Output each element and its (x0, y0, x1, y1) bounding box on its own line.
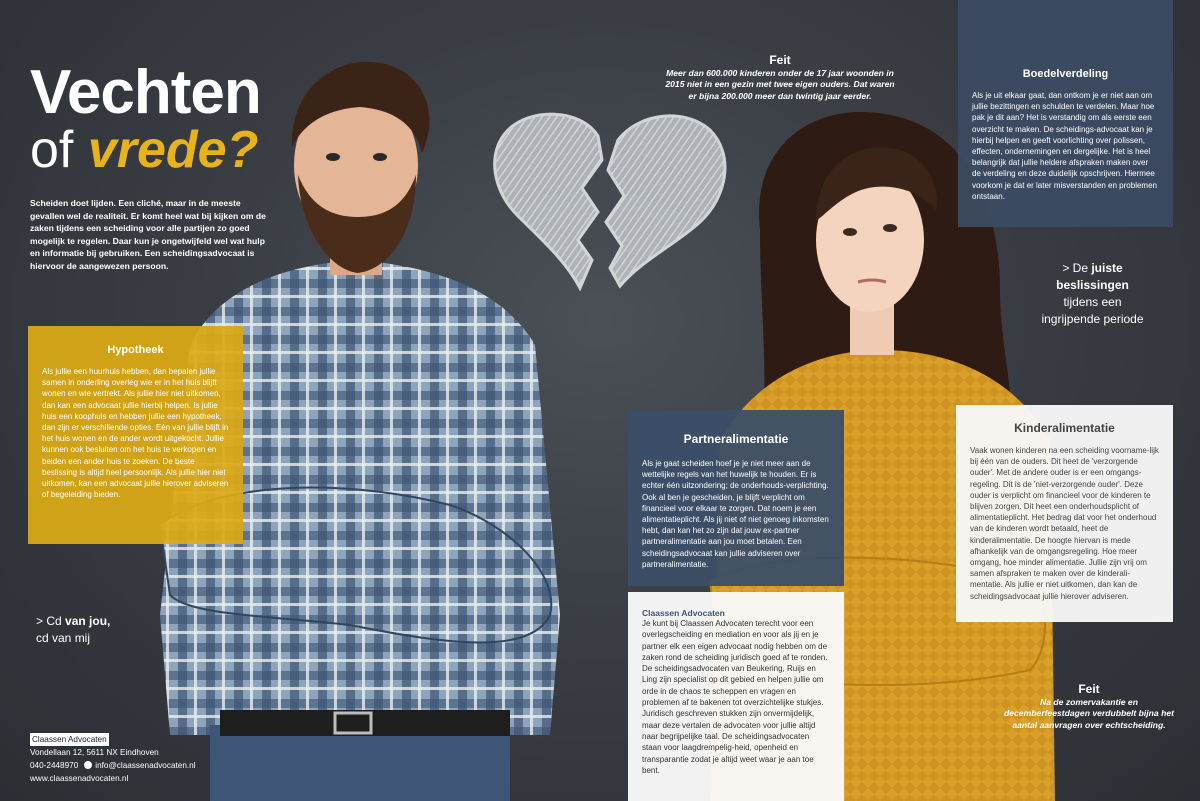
boedelverdeling-box (958, 0, 1173, 227)
boedelverdeling-text: Als je uit elkaar gaat, dan ontkom je er niet aan om jullie bezittingen en schulden te verdelen. Maar hoe pak je dit aan? Het is verstandig om als eerste een overzicht te maken. De scheidings-advocaat kan je hierbij helpen en geeft voorlichting over polissen, effecten, ondernemingen en dergelijke. Het is heel belangrijk dat jullie heldere afspraken maken over de verdeling en deze duidelijk opschrijven. Hiermee voorkom je dat er later misverstanden en problemen ontstaan. (972, 91, 1157, 201)
intro-paragraph: Scheiden doet lijden. Een cliché, maar in de meeste gevallen wel de realiteit. Er komt heel wat bij kijken om de zaken tijdens een scheiding voor alle partijen zo goed mogelijk te regelen. Daar kun je ongetwijfeld wel wat hulp en informatie bij gebruiken. Een scheidingsadvocaat is hiervoor de aangewezen persoon. (30, 198, 266, 271)
kinderalimentatie-text: Vaak wonen kinderen na een scheiding voorname-lijk bij één van de ouders. Dit heet de 'verzorgende ouder'. Met de andere ouder is er een omgangs-regeling. Dit is de 'niet-verzorgende ouder'. Deze ouder is verplicht om financieel voor de kinderen te blijven zorgen. Dit heet een onderhoudsplicht of alimentatieplicht. Het bedrag dat voor het onderhoud van de kinderen wordt betaald, heet de kinderalimentatie. De hoogte hiervan is mede afhankelijk van de omgangsregeling. Hoe meer omgang, hoe minder alimentatie. Jullie zijn vrij om samen afspraken te maken over de kinderali-mentatie. Als jullie er niet uitkomen, dan kan de scheidingsadvocaat jullie hierover adviseren. (970, 446, 1159, 601)
claassen-title: Claassen Advocaten (642, 608, 725, 618)
kinderalimentatie-box (956, 405, 1173, 622)
quote-bold: juiste beslissingen (1056, 261, 1129, 292)
partneralimentatie-text: Als je gaat scheiden hoef je je niet meer aan de wettelijke regels van het huwelijk te houden. Er is echter één uitzondering; de onderhouds-verplichting. Ook al ben je gescheiden, je blijft verplicht om financieel voor elkaar te zorgen. Dat noem je een alimentatieplicht. Als jij niet of niet genoeg inkomsten hebt, dan kan het zo zijn dat jouw ex-partner partneralimentatie aan jou moet betalen. Een scheidingsadvocaat kan jullie adviseren over partneralimentatie. (642, 459, 829, 569)
contact-website[interactable]: www.claassenadvocaten.nl (30, 774, 129, 783)
hypotheek-title: Hypotheek (107, 344, 164, 356)
pull-quote-cd (36, 613, 136, 647)
contact-address: Vondellaan 12, 5611 NX Eindhoven (30, 748, 159, 757)
fact-text-2: Na de zomervakantie en decemberfeestdagen verdubbelt bijna het aantal aanvragen over echtscheiding. (1003, 696, 1174, 730)
headline-of: of (30, 121, 74, 179)
quote2-prefix: > Cd (36, 614, 66, 628)
fact-label-2: Feit (1078, 682, 1100, 696)
quote2-line-2: cd van mij (36, 631, 91, 645)
pull-quote-beslissingen (1025, 260, 1160, 328)
partneralimentatie-box (628, 410, 844, 586)
quote-line-2: tijdens een (1063, 295, 1122, 309)
contact-email[interactable]: info@claassenadvocaten.nl (95, 761, 196, 770)
quote-prefix: > De (1062, 261, 1092, 275)
fact-box-bottom (1000, 684, 1178, 731)
hypotheek-text: Als jullie een huurhuis hebben, dan bepalen jullie samen in onderling overleg wie er in het huis blijft wonen en wie vertrekt. Als jullie hier niet uitkomen, dan kan een advocaat jullie hierbij helpen. Is jullie huis een koophuis en hebben jullie een hypotheek, dan zijn er verschillende opties. Eén van jullie blijft in het huis wonen en de ander wordt uitgekocht. Jullie kunnen ook besluiten om het huis te verkopen en beiden een ander huis te zoeken. De beste beslissing is altijd heel persoonlijk. Als jullie hier niet uitkomen, kan een advocaat jullie hierover adviseren of begeleiding bieden. (42, 367, 229, 500)
fact-box-top (665, 55, 895, 102)
boedelverdeling-title: Boedelverdeling (1022, 68, 1109, 80)
partneralimentatie-title: Partneralimentatie (683, 432, 789, 446)
claassen-text: Je kunt bij Claassen Advocaten terecht voor een overlegscheiding en mediation en voor als jij en je partner elk een eigen advocaat nodig hebben om de zaken rond de scheiding juridisch goed af te ronden. De scheidingsadvocaten van Beukering, Ruijs en Ling zijn specialist op dit gebied en helpen jullie om orde in de chaos te scheppen en vragen en problemen af te bakenen tot overzichtelijke stukjes. Juridisch geschreven stukken zijn onvermijdelijk, maar deze vertalen de advocaten voor jullie altijd naar begrijpelijke taal. De scheidingsadvocaten staan voor laagdrempelig-heid, openheid en transparantie zodat je altijd weet waar je aan toe bent. (642, 619, 828, 775)
contact-phone[interactable]: 040-2448970 (30, 761, 79, 770)
kinderalimentatie-title: Kinderalimentatie (1014, 421, 1115, 435)
quote-line-3: ingrijpende periode (1041, 312, 1144, 326)
contact-firm: Claassen Advocaten (32, 735, 107, 744)
dot-icon (84, 761, 92, 769)
fact-text: Meer dan 600.000 kinderen onder de 17 jaar woonden in 2015 niet in een gezin met twee eigen ouders. Dat waren er bijna 200.000 meer dan twintig jaar eerder. (665, 67, 895, 101)
headline-line-2 (30, 121, 259, 179)
headline-line-1: Vechten (30, 58, 261, 127)
contact-block (30, 733, 196, 785)
quote2-bold: van jou, (65, 614, 111, 628)
fact-label: Feit (769, 53, 791, 67)
headline-vrede: vrede? (87, 121, 259, 179)
hypotheek-box (28, 326, 243, 544)
claassen-advocaten-box (628, 592, 844, 801)
